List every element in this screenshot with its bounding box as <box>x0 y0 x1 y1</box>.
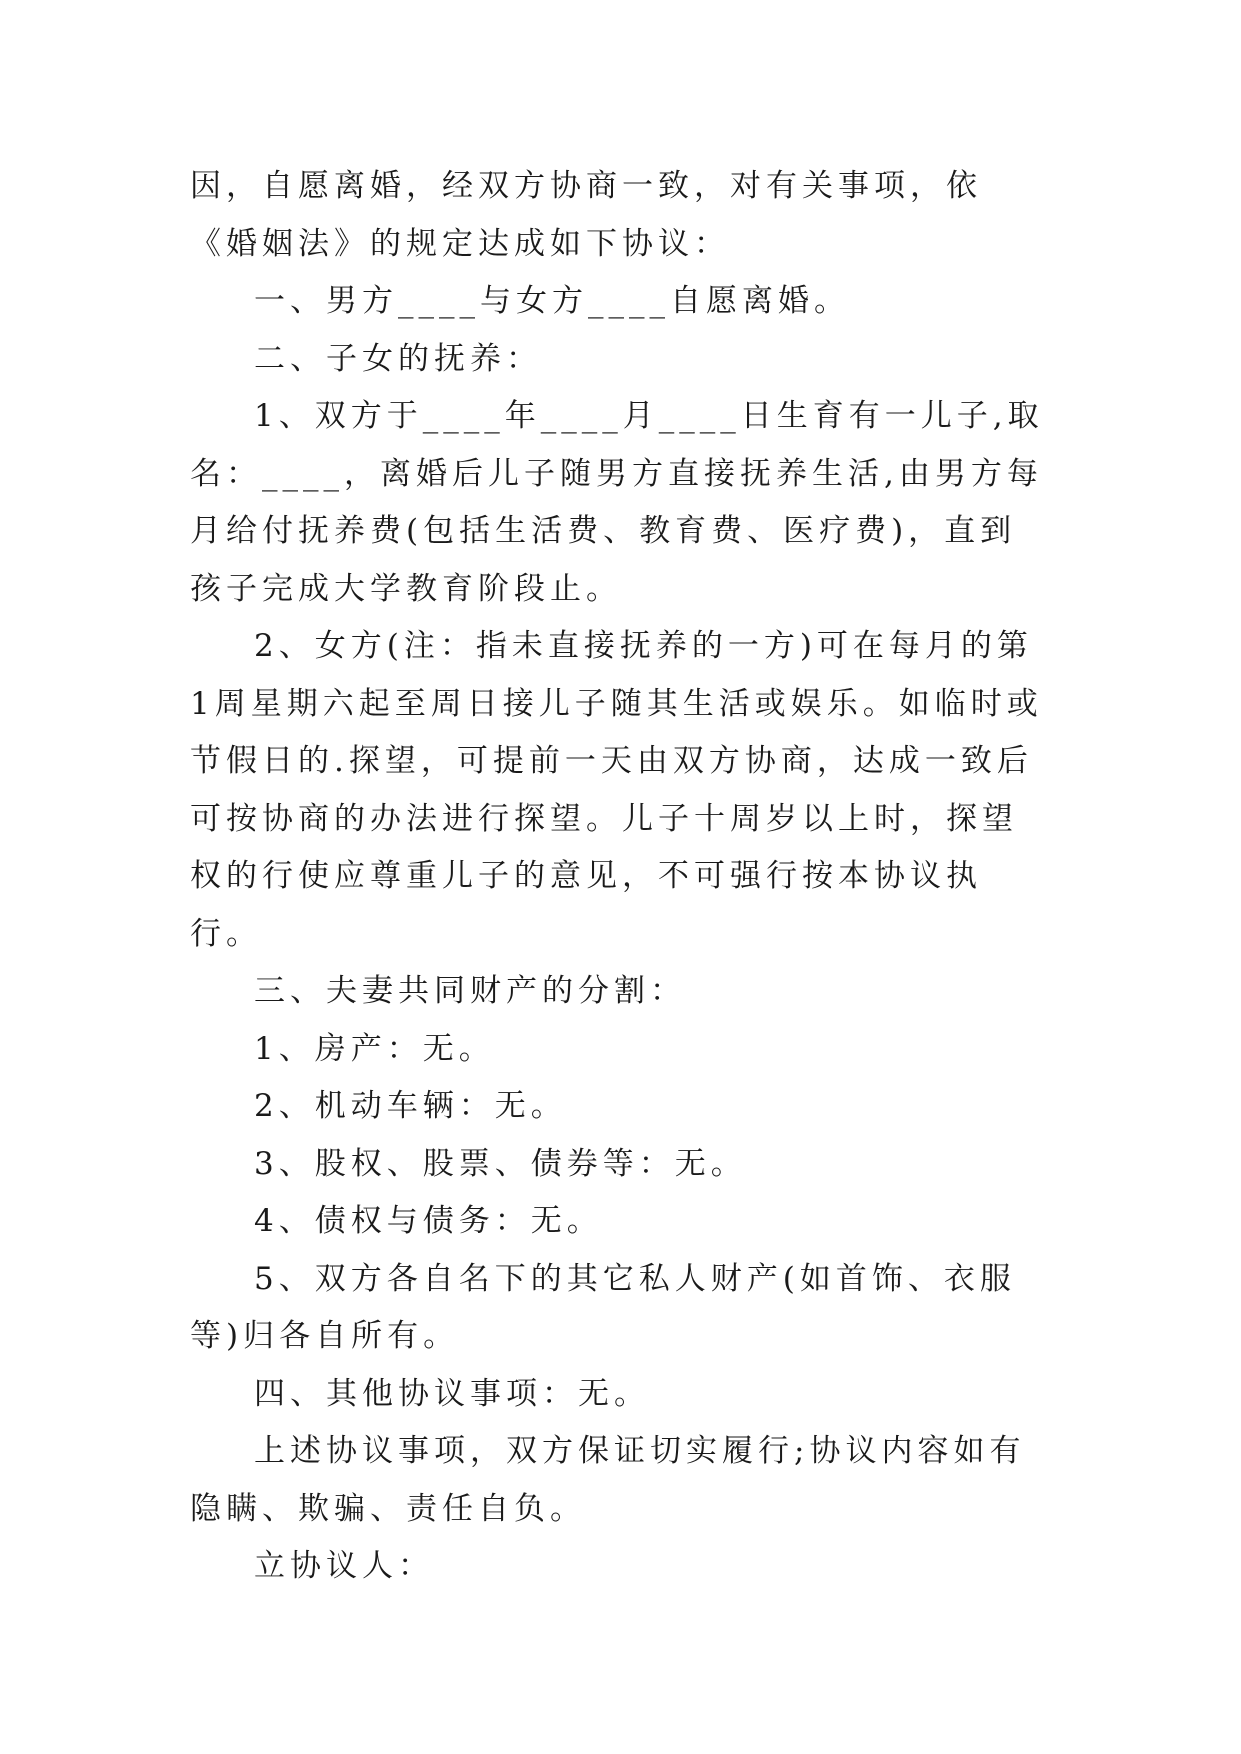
paragraph-signatory: 立协议人： <box>254 1548 434 1584</box>
paragraph-property-house: 1、房产：无。 <box>254 1030 495 1067</box>
paragraph-child-support: 1、双方于____年____月____日生育有一儿子,取名：____，离婚后儿子随男方直接抚养生活,由男方每月给付抚养费(包括生活费、教育费、医疗费)，直到孩子完成大学教育阶段止。 <box>190 398 1044 607</box>
paragraph-property-vehicle: 2、机动车辆：无。 <box>254 1088 567 1124</box>
paragraph-guarantee: 上述协议事项，双方保证切实履行;协议内容如有隐瞒、欺骗、责任自负。 <box>190 1433 1026 1527</box>
paragraph-visitation: 2、女方(注：指未直接抚养的一方)可在每月的第1周星期六起至周日接儿子随其生活或娱乐。如临时或节假日的.探望，可提前一天由双方协商，达成一致后可按协商的办法进行探望。儿子十周岁以上时，探望权的行使应尊重儿子的意见，不可强行按本协议执行。 <box>190 628 1043 952</box>
paragraph-clause-1: 一、男方____与女方____自愿离婚。 <box>254 283 850 319</box>
paragraph-other-matters: 四、其他协议事项：无。 <box>254 1375 650 1412</box>
paragraph-property-equity: 3、股权、股票、债券等：无。 <box>254 1145 747 1182</box>
document-body <box>190 158 1050 1596</box>
paragraph-heading-property: 三、夫妻共同财产的分割： <box>254 973 686 1009</box>
paragraph-heading-child-custody: 二、子女的抚养： <box>254 340 542 377</box>
paragraph-property-debt: 4、债权与债务：无。 <box>254 1203 603 1239</box>
paragraph-property-personal: 5、双方各自名下的其它私人财产(如首饰、衣服等)归各自所有。 <box>190 1260 1016 1354</box>
paragraph-intro: 因，自愿离婚，经双方协商一致，对有关事项，依《婚姻法》的规定达成如下协议： <box>190 168 982 262</box>
